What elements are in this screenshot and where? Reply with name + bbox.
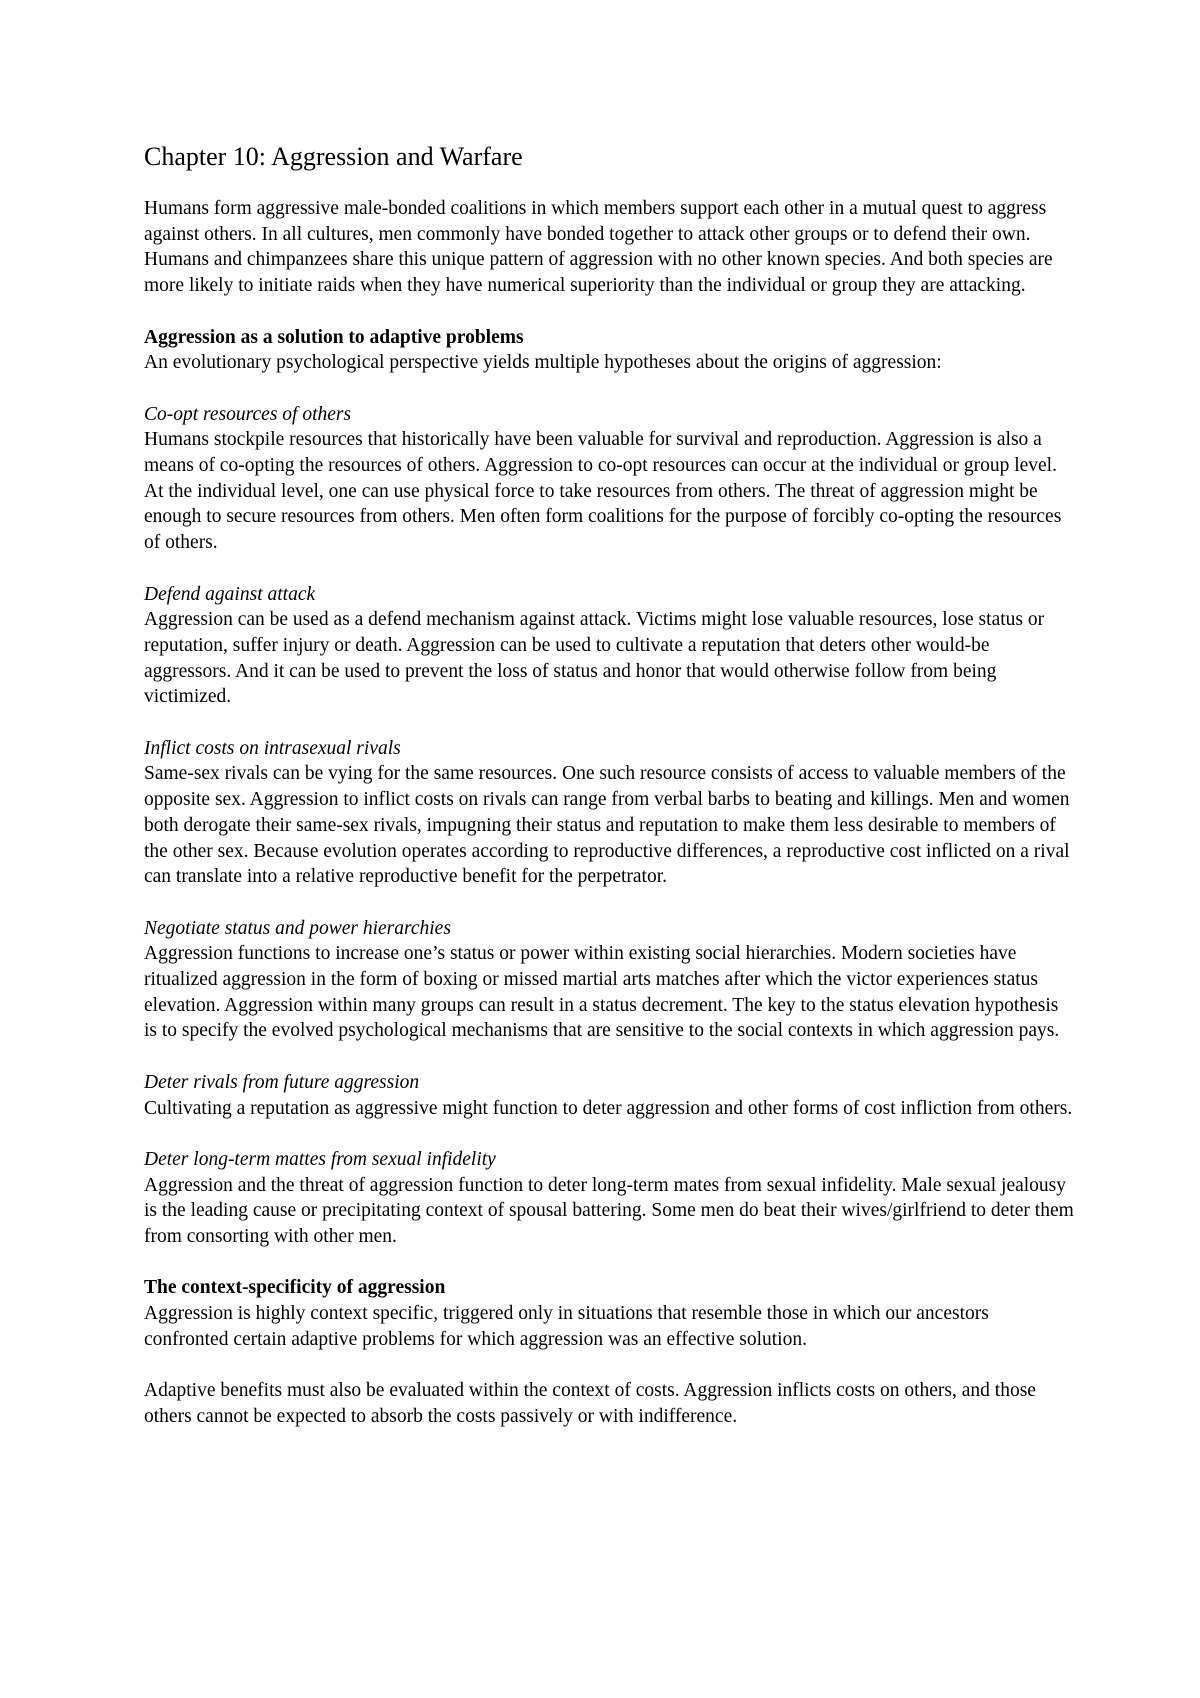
document-content <box>144 140 1074 1430</box>
section-lead-text: An evolutionary psychological perspective yields multiple hypotheses about the origins of aggression: <box>144 352 942 374</box>
intro-paragraph: Humans form aggressive male-bonded coalitions in which members support each other in a mutual quest to aggress against others. In all cultures, men commonly have bonded together to attack other groups or to defend their own. Humans and chimpanzees share this unique pattern of aggression with no other known species. And both species are more likely to initiate raids when they have numerical superiority than the individual or group they are attacking. <box>144 198 1053 297</box>
hypothesis-defend-against-attack <box>144 582 1074 711</box>
hypothesis-deter-mates-infidelity <box>144 1147 1074 1250</box>
hypothesis-subheading: Co-opt resources of others <box>144 403 352 425</box>
hypothesis-text: Humans stockpile resources that historically have been valuable for survival and reproduction. Aggression is also a means of co-opting the resources of others. Aggression to co-opt resources can occur at the individual or group level. At the individual level, one can use physical force to take resources from others. The threat of aggression might be enough to secure resources from others. Men often form coalitions for the purpose of forcibly co-opting the resources of others. <box>144 429 1062 554</box>
hypothesis-text: Same-sex rivals can be vying for the same resources. One such resource consists of access to valuable members of the opposite sex. Aggression to inflict costs on rivals can range from verbal barbs to beating and killings. Men and women both derogate their same-sex rivals, impugning their status and reputation to make them less desirable to members of the other sex. Because evolution operates according to reproductive differences, a reproductive cost inflicted on a rival can translate into a relative reproductive benefit for the perpetrator. <box>144 763 1070 888</box>
hypothesis-text: Aggression and the threat of aggression function to deter long-term mates from sexual infidelity. Male sexual jealousy is the leading cause or precipitating context of spousal battering. Some men do beat their wives/girlfriend to deter them from consorting with other men. <box>144 1174 1074 1248</box>
section-heading: Aggression as a solution to adaptive problems <box>144 326 524 348</box>
hypothesis-subheading: Defend against attack <box>144 583 316 605</box>
section-text: Aggression is highly context specific, triggered only in situations that resemble those in which our ancestors confronted certain adaptive problems for which aggression was an effective solution. <box>144 1303 989 1350</box>
hypothesis-subheading: Deter rivals from future aggression <box>144 1071 420 1093</box>
hypothesis-negotiate-status <box>144 916 1074 1045</box>
hypothesis-text: Aggression functions to increase one’s status or power within existing social hierarchies. Modern societies have ritualized aggression in the form of boxing or missed martial arts matches after which the victor experiences status elevation. Aggression within many groups can result in a status decrement. The key to the status elevation hypothesis is to specify the evolved psychological mechanisms that are sensitive to the social contexts in which aggression pays. <box>144 943 1060 1042</box>
section-adaptive-problems <box>144 325 1074 376</box>
section-heading: The context-specificity of aggression <box>144 1277 446 1299</box>
hypothesis-subheading: Negotiate status and power hierarchies <box>144 917 451 939</box>
hypothesis-subheading: Inflict costs on intrasexual rivals <box>144 737 401 759</box>
hypothesis-subheading: Deter long-term mattes from sexual infidelity <box>144 1148 496 1170</box>
hypothesis-text: Aggression can be used as a defend mechanism against attack. Victims might lose valuable resources, lose status or reputation, suffer injury or death. Aggression can be used to cultivate a reputation that deters other would-be aggressors. And it can be used to prevent the loss of status and honor that would otherwise follow from being victimized. <box>144 609 1045 708</box>
hypothesis-text: Cultivating a reputation as aggressive might function to deter aggression and other forms of cost infliction from others. <box>144 1097 1073 1119</box>
hypothesis-inflict-costs <box>144 736 1074 890</box>
hypothesis-deter-rivals <box>144 1070 1074 1121</box>
chapter-title: Chapter 10: Aggression and Warfare <box>144 142 523 171</box>
closing-paragraph: Adaptive benefits must also be evaluated within the context of costs. Aggression inflicts costs on others, and those others cannot be expected to absorb the costs passively or with indifference. <box>144 1380 1036 1427</box>
section-context-specificity <box>144 1275 1074 1352</box>
hypothesis-co-opt-resources <box>144 402 1074 556</box>
